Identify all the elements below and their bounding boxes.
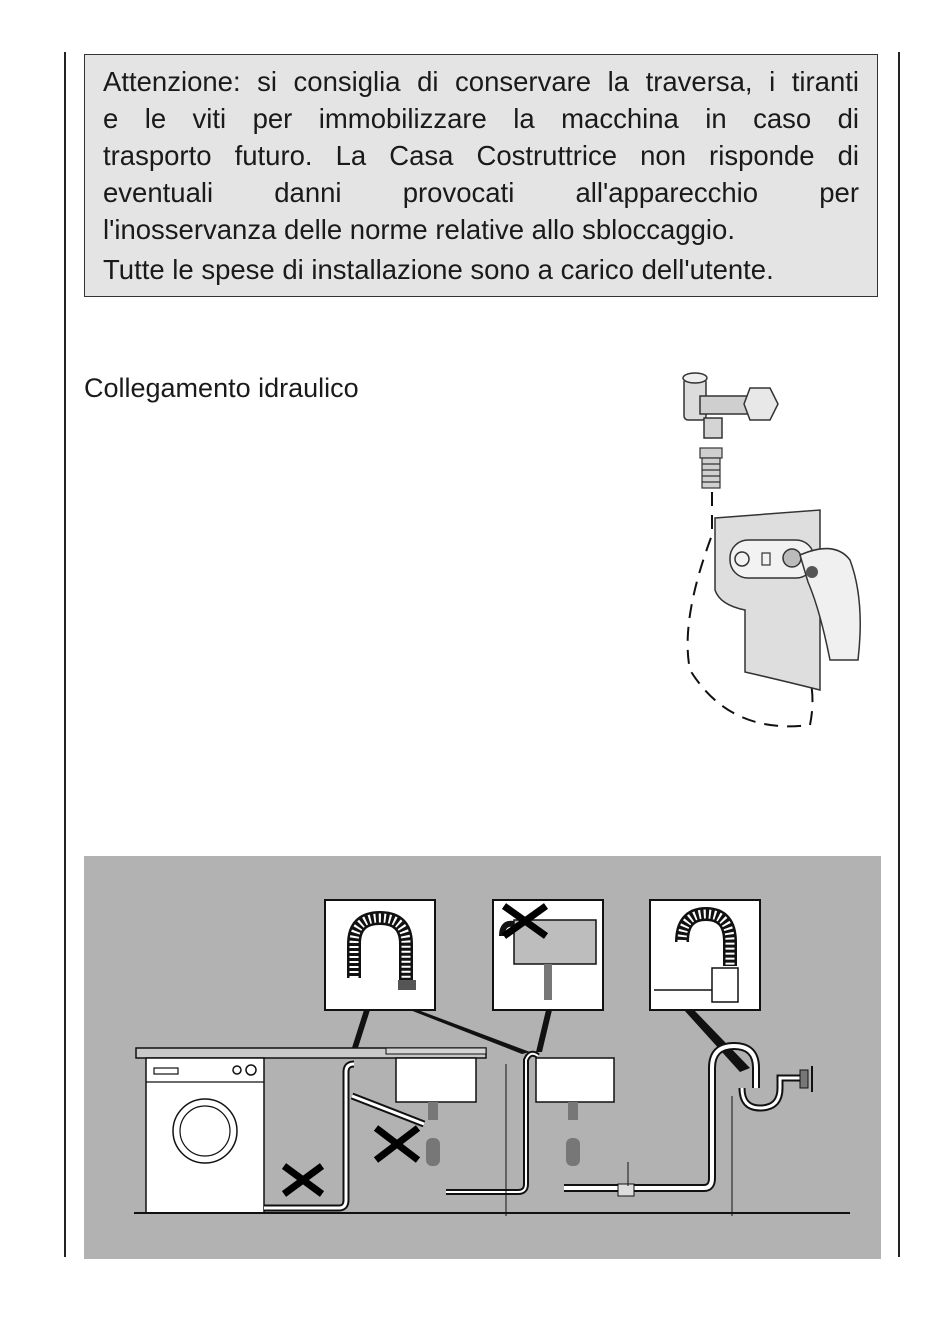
- warning-line: Attenzione: si consiglia di conservare la traversa, i tiranti: [103, 66, 859, 97]
- siphon-callout: [650, 900, 760, 1010]
- washing-machine-icon: [146, 1058, 264, 1213]
- drain-hose-diagram: [84, 856, 881, 1259]
- left-margin-rule: [64, 52, 66, 1257]
- warning-line: eventuali danni provocati all'apparecchio per: [103, 177, 859, 208]
- sink-submerged-callout: [493, 900, 603, 1010]
- warning-line: trasporto futuro. La Casa Costruttrice non risponde di: [103, 140, 859, 171]
- cross-icon: [376, 1128, 418, 1160]
- warning-box: [84, 54, 878, 297]
- cross-icon: [284, 1166, 322, 1194]
- warning-line: e le viti per immobilizzare la macchina in caso di: [103, 103, 859, 134]
- section-title: Collegamento idraulico: [84, 373, 359, 403]
- right-margin-rule: [898, 52, 900, 1257]
- hose-curve-callout: [325, 900, 435, 1010]
- inlet-hose-icon: [700, 448, 722, 488]
- warning-line: l'inosservanza delle norme relative allo sbloccaggio.: [103, 214, 735, 245]
- tap-connection-illustration: [660, 360, 880, 740]
- warning-line: Tutte le spese di installazione sono a carico dell'utente.: [103, 254, 774, 285]
- sink-icon: [536, 1058, 614, 1166]
- water-tap-icon: [683, 373, 778, 438]
